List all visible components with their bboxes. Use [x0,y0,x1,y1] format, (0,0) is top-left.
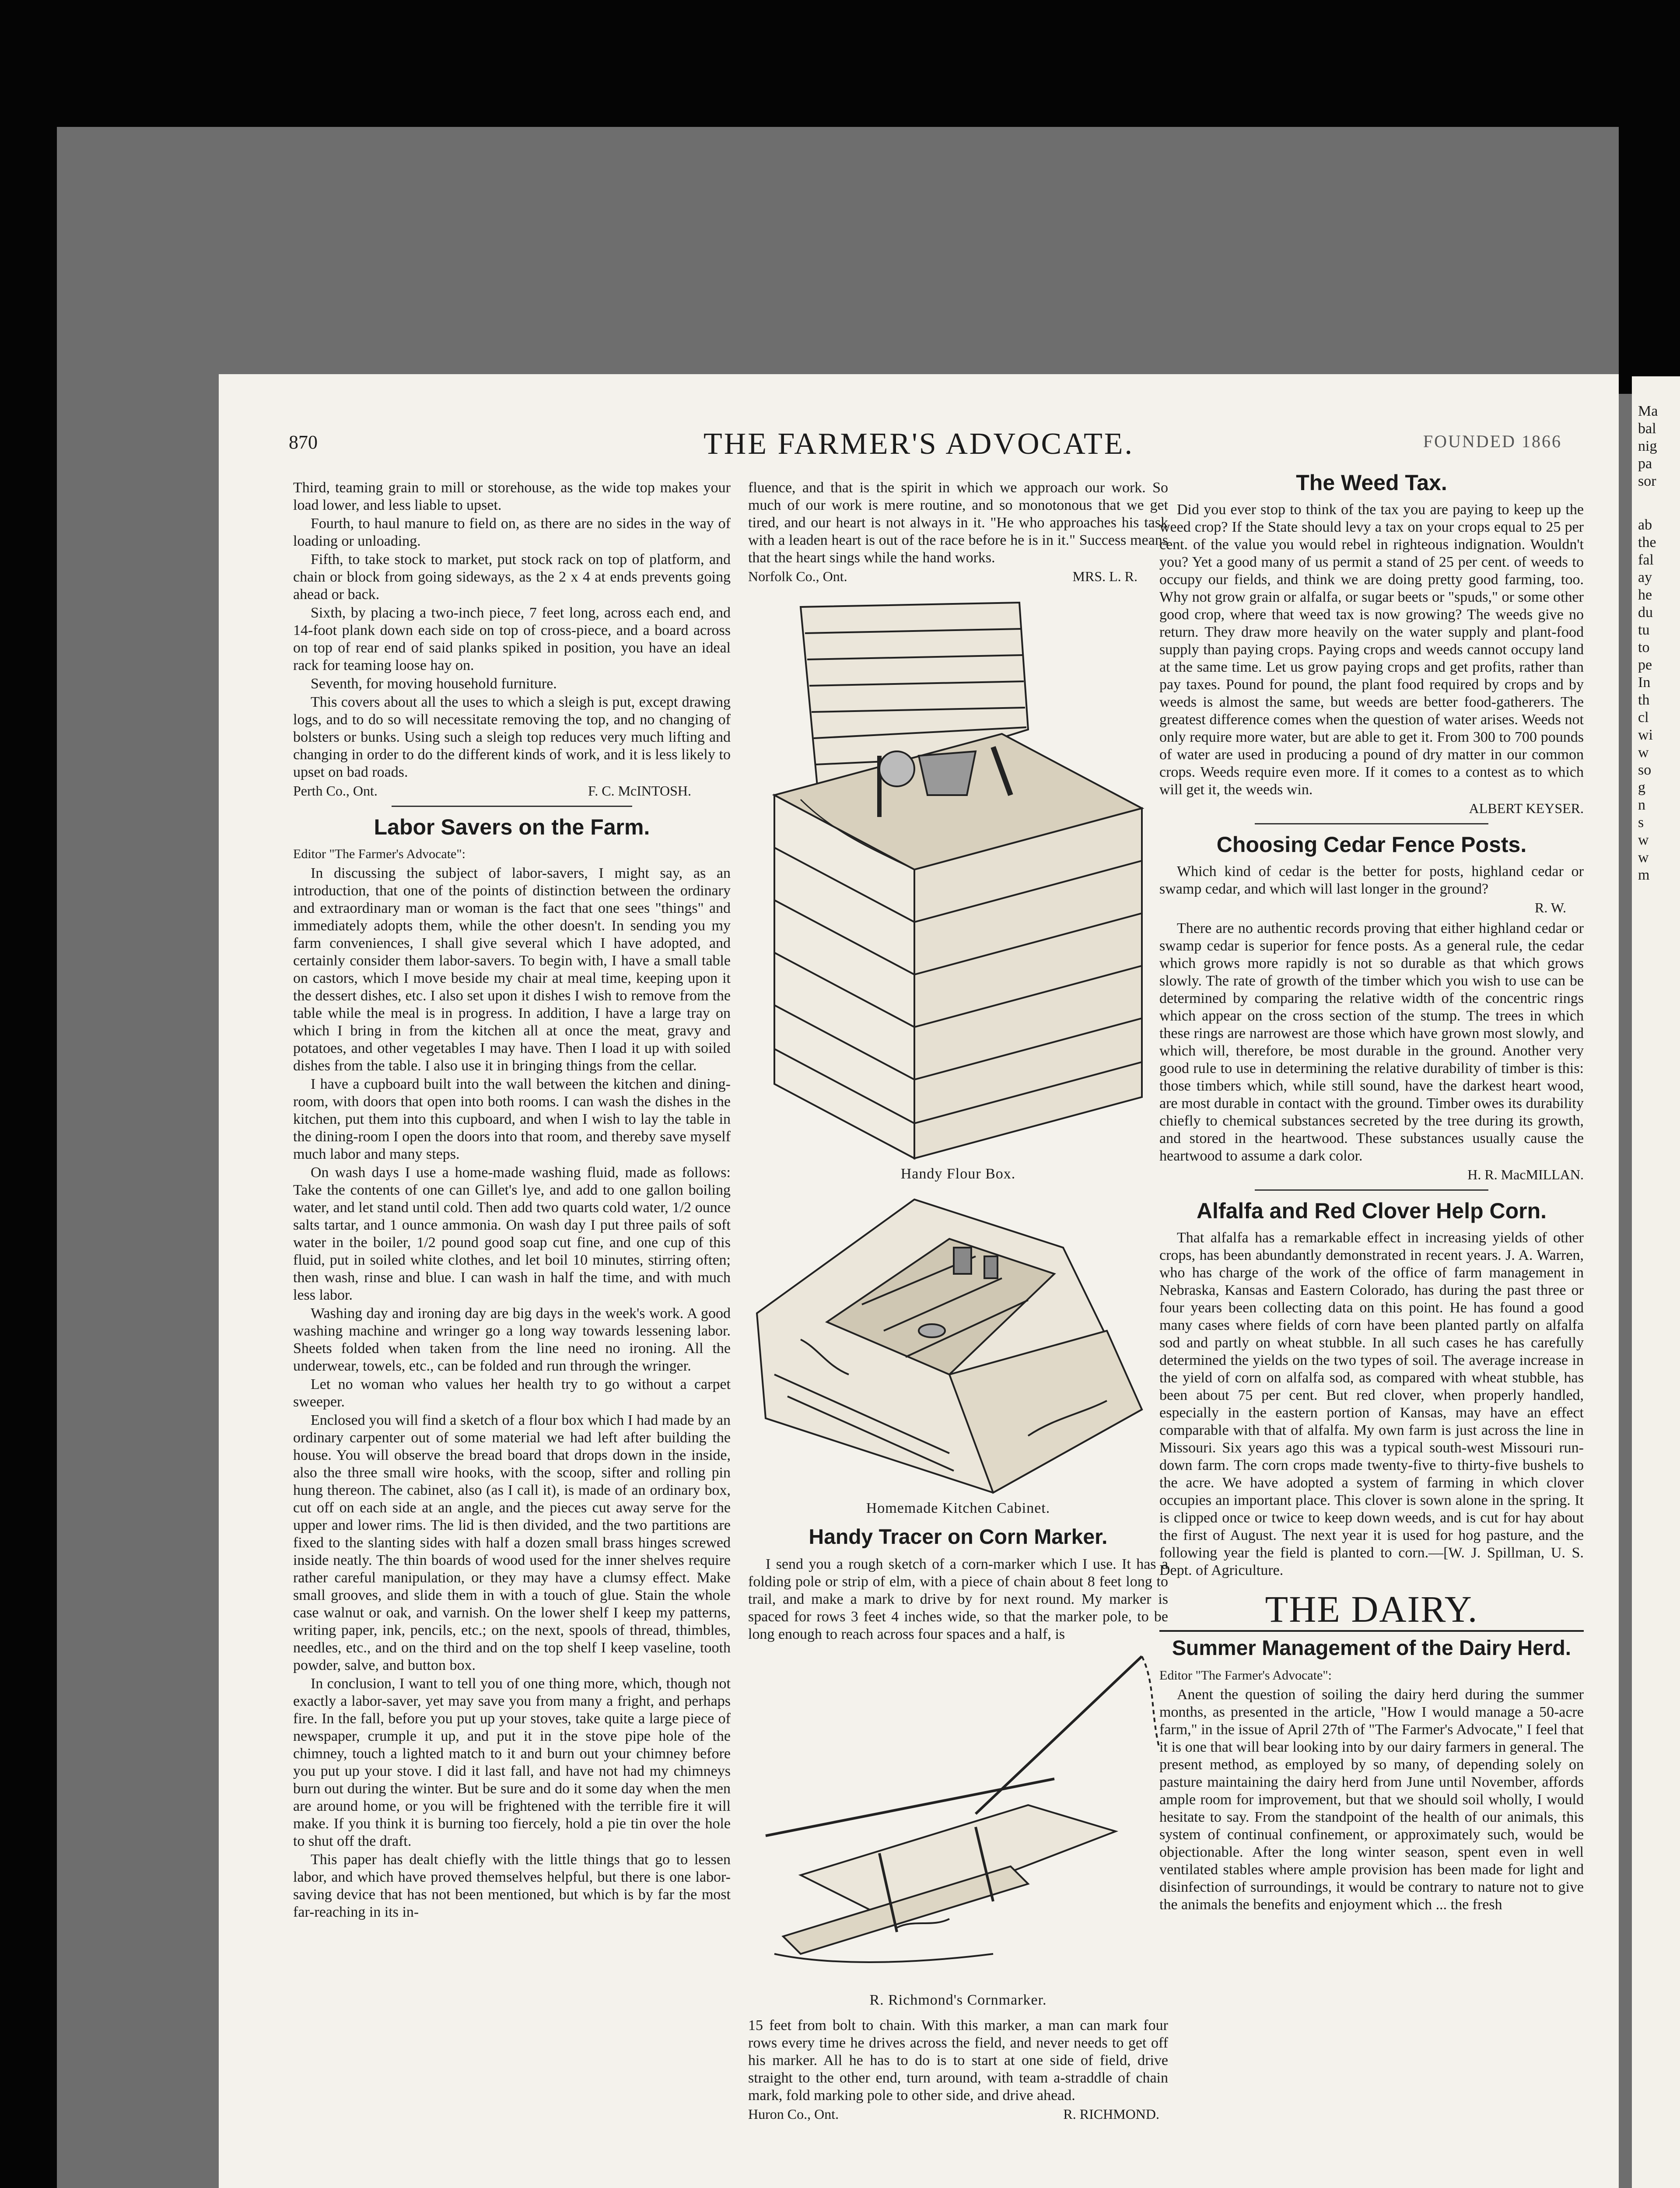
editor-salutation: Editor "The Farmer's Advocate": [293,847,466,861]
figure-kitchen-cabinet [748,1191,1168,1517]
margin-fragment: w [1638,832,1649,848]
paragraph: On wash days I use a home-made washing fluid, made as follows: Take the contents of one can Gillet's lye, and add to one gallon boiling water, and let stand until cold. Then add two quarts cold water, 1/2 ounce salts tartar, and 1 ounce ammonia. On wash day I put three pails of soft water in the boiler, 1/2 pound good soap cut fine, and one cup of this fluid, put in soiled white clothes, and let boil 10 minutes, stirring often; then wash, rinse and blue. I can wash in half the time, and with much less labor. [293,1164,731,1303]
intro-article-body [293,479,731,799]
location-text: Perth Co., Ont. [293,783,378,799]
paragraph: This covers about all the uses to which a sleigh is put, except drawing logs, and to do so will necessitate removing the top, and no changing of bolsters or bunks. Using such a sleigh top reduces very much lifting and changing in order to do the different kinds of work, and it is less likely to upset on bad roads. [293,694,731,780]
founded-line: FOUNDED 1866 [1423,431,1562,451]
margin-fragment: nig [1638,438,1657,454]
margin-fragment: w [1638,849,1649,866]
margin-fragment: ab [1638,517,1652,533]
margin-fragment: tu [1638,622,1650,638]
paragraph: Fourth, to haul manure to field on, as there are no sides in the way of loading or unloading. [293,515,731,549]
paragraph: Third, teaming grain to mill or storehouse, as the wide top makes your load lower, and less liable to upset. [293,480,731,513]
paragraph: In discussing the subject of labor-savers, I might say, as an introduction, that one of the points of distinction between the ordinary and extraordinary man or woman is the fact that one sees "things" and immediately adopts them, while the other doesn't. In sending you my farm conveniences, I shall give several which I have adopted, and certainly consider them labor-savers. To begin with, I have a small table on castors, which I move beside my chair at meal time, keeping upon it the dessert dishes, etc. I also set upon it dishes I wish to remove from the table while the meal is in progress. In addition, I have a large tray on which I bring in from the kitchen all at once the meat, gravy and potatoes, and other vegetables I may have. Then I load it up with soiled dishes from the table. I also use it in bringing things from the cellar. [293,865,731,1074]
margin-fragment: Ma [1638,403,1658,419]
paragraph: Washing day and ironing day are big days in the week's work. A good washing machine and wringer go a long way towards lessening labor. Sheets folded when taken from the line need no ironing. All the underwear, towels, etc., can be folded and run through the wringer. [293,1305,731,1374]
margin-fragment: m [1638,867,1650,883]
paragraph: I send you a rough sketch of a corn-marker which I use. It has a folding pole or strip of elm, with a piece of chain about 8 feet long to trail, and make a mark to drive by for next round. My marker is spaced for rows 3 feet 4 inches wide, so that the marker pole, to be long enough to reach across four spaces and a half, is [748,1556,1168,1642]
film-border-left [0,0,66,2188]
column-left [293,479,731,1922]
margin-fragment: he [1638,587,1652,603]
margin-fragment: pa [1638,456,1652,472]
author-signature: H. R. MacMILLAN. [1467,1167,1584,1182]
margin-fragment: so [1638,762,1652,778]
editor-salutation: Editor "The Farmer's Advocate": [1159,1668,1332,1683]
article-divider [1255,823,1488,824]
article-heading: Summer Management of the Dairy Herd. [1172,1637,1572,1660]
article-location [748,2105,1168,2123]
figure-caption: Handy Flour Box. [900,1166,1016,1182]
figure-caption: R. Richmond's Cornmarker. [869,1992,1047,2008]
paragraph: 15 feet from bolt to chain. With this marker, a man can mark four rows every time he drives across the field, and never needs to get off his marker. All he has to do is to start at one side of field, drive straight to the other end, turn around, with team a-straddle of chain mark, fold marking pole to other side, and drive ahead. [748,2017,1168,2104]
margin-fragment: ay [1638,569,1652,586]
margin-fragment: fal [1638,552,1654,568]
newspaper-page [219,374,1619,2188]
paragraph: Sixth, by placing a two-inch piece, 7 feet long, across each end, and 14-foot plank down each side on top of cross-piece, and a board across on top of rear end of said planks spiked in position, you have an ideal rack for teaming loose hay on. [293,605,731,673]
article-heading: Labor Savers on the Farm. [374,815,650,839]
margin-fragment: pe [1638,657,1652,673]
paragraph: There are no authentic records proving that either highland cedar or swamp cedar is superior for fence posts. As a general rule, the cedar which grows more rapidly is not so durable as that which grows slowly. The rate of growth of the timber which you wish to use can be determined by comparing the relative width of the concentric rings which appear on the cross section of the stump. The trees in which these rings are narrowest are those which have grown most slowly, and which will, therefore, be most durable in the ground. Another very good rule to use in determining the relative durability of timber is this: those timbers which, while still sound, have the darkest heart wood, are most durable in contact with the ground. Timber owes its durability chiefly to chemical substances secreted by the tree during its growth, and stored in the heartwood. These substances usually cause the heartwood to assume a dark color. [1159,920,1584,1164]
author-signature: F. C. McINTOSH. [588,783,691,799]
paragraph: Seventh, for moving household furniture. [311,676,557,692]
paragraph: Which kind of cedar is the better for posts, highland cedar or swamp cedar, and which will last longer in the ground? [1159,863,1584,897]
film-border-top [0,0,1680,131]
margin-fragment: th [1638,692,1650,708]
column-middle [748,479,1168,2123]
margin-fragment: the [1638,534,1656,551]
margin-fragment: du [1638,604,1653,621]
margin-fragment: w [1638,744,1649,761]
paragraph: Enclosed you will find a sketch of a flour box which I had made by an ordinary carpenter out of some material we had left after building the house. You will observe the bread board that drops down in the inside, also the three small wire hooks, with the scoop, sifter and rolling pin hung thereon. The cabinet, also (as I call it), is made of an ordinary box, cut off on each side at an angle, and the pieces cut away serve for the upper and lower rims. The lid is then divided, and the two partitions are fixed to the slanting sides with half a dozen small brass hinges screwed inside neatly. The thin boards of wood used for the inner shelves require rather careful manipulation, or they may have a clumsy effect. Make small grooves, and slide them in with a touch of glue. Stain the whole case walnut or oak, and varnish. On the lower shelf I keep my patterns, writing paper, ink, pencils, etc.; on the next, spools of thread, thimbles, needles, etc., and on the third and on the top shelf I keep vaseline, tooth powder, salve, and button box. [293,1412,731,1673]
margin-fragment: n [1638,797,1645,813]
paragraph: In conclusion, I want to tell you of one thing more, which, though not exactly a labor-saver, yet may save you from many a fright, and perhaps fire. In the fall, before you put up your stoves, take quite a large piece of newspaper, crumple it up, and put it in the stove pipe hole of the chimney, touch a lighted match to it and burn out your chimney before you put up your stove. I did it last fall, and have not had my chimneys burn out during the winter. But be sure and do it some day when the men are around home, or you will be frightened with the terrible fire it will make. If you think it is burning too fiercely, hold a pie tin over the hole to shut off the draft. [293,1676,731,1849]
paragraph: Fifth, to take stock to market, put stock rack on top of platform, and chain or block from going sideways, as the 2 x 4 at ends prevents going ahead or back. [293,551,731,603]
cornmarker-illustration [748,1648,1168,1989]
paragraph: This paper has dealt chiefly with the little things that go to lessen labor, and which have proved themselves helpful, but there is one labor-saving device that has not been mentioned, but which is by far the most far-reaching in its in- [293,1851,731,1920]
margin-fragment: In [1638,674,1651,691]
margin-fragment: to [1638,639,1650,656]
margin-fragment: wi [1638,727,1653,743]
paragraph: Anent the question of soiling the dairy herd during the summer months, as presented in the article, "How I would manage a 50-acre farm," in the issue of April 27th of "The Farmer's Advocate," I feel that it is one that will bear looking into by our dairy farmers in general. The present method, as employed by so many, of depending solely on pasture maintaining the dairy herd from June until November, affords ample room for improvement, but that we should soil wholly, I would hesitate to say. From the standpoint of the health of our animals, this system of continual confinement, or approximately such, would be objectionable. After the long winter season, spent even in well ventilated stables where ample provision has been made for light and disinfection of surroundings, it would be contrary to nature not to give the animals the benefits and enjoyment which ... the fresh [1159,1687,1584,1913]
author-signature: R. RICHMOND. [1063,2106,1159,2122]
margin-fragment: g [1638,779,1645,796]
article-heading: Choosing Cedar Fence Posts. [1216,832,1527,857]
margin-fragment: cl [1638,709,1649,726]
masthead-title: THE FARMER'S ADVOCATE. [703,427,1134,461]
author-signature: MRS. L. R. [1072,568,1138,584]
article-divider [1255,1189,1488,1191]
paragraph: fluence, and that is the spirit in which we approach our work. So much of our work is mere routine, and so monotonous that we get tired, and our heart is not always in it. "He who approaches his task with a leaden heart is out of the race before he is in it." Success means that the heart sings while the hand works. [748,480,1168,566]
article-location [293,782,731,799]
author-signature: ALBERT KEYSER. [1469,800,1584,816]
margin-fragment: sor [1638,473,1656,489]
film-border-right [1619,88,1680,394]
article-heading: The Weed Tax. [1296,470,1447,495]
location-text: Norfolk Co., Ont. [748,568,847,584]
paragraph: I have a cupboard built into the wall between the kitchen and dining-room, with doors that open into both rooms. I can wash the dishes in the kitchen, put them into this cupboard, and when I wish to lay the table in the dining-room I open the doors into that room, and thereby save myself much labor and many steps. [293,1076,731,1162]
column-right [1159,470,1584,1914]
page-number: 870 [289,431,318,453]
flour-box-illustration [748,589,1168,1163]
page-header [219,427,1619,470]
question-signature: R. W. [1534,900,1566,915]
article-heading: Alfalfa and Red Clover Help Corn. [1196,1199,1547,1223]
location-text: Huron Co., Ont. [748,2106,839,2122]
article-location [748,568,1168,585]
paragraph: That alfalfa has a remarkable effect in increasing yields of other crops, has been abundantly demonstrated in recent years. J. A. Warren, who has charge of the work of the office of farm management in Nebraska, Kansas and Eastern Colorado, has during the past three or four years been collecting data on this point. He has found a good many cases where fields of corn have been planted partly on alfalfa sod and partly on wheat stubble. In all such cases he has carefully determined the yields on the two types of soil. The average increase in the yield of corn on alfalfa sod, as compared with wheat stubble, has been about 75 per cent. But red clover, when properly handled, especially in the eastern portion of Kansas, may have an effect comparable with that of alfalfa. My own farm is just across the line in Missouri. Six years ago this was a typical south-west Missouri run-down farm. The corn crops made twenty-five to thirty-five bushels to the acre. We have adopted a system of farming in which clover occupies an important place. This clover is sown alone in the spring. It is clipped once or twice to keep down weeds, and is cut for hay about the first of August. The next year it is used for hog pasture, and the following year the field is planted to corn.—[W. J. Spillman, U. S. Dept. of Agriculture. [1159,1230,1584,1578]
kitchen-cabinet-illustration [748,1191,1168,1497]
figure-caption: Homemade Kitchen Cabinet. [866,1500,1050,1516]
article-divider [392,806,632,807]
section-title-dairy: THE DAIRY. [1159,1588,1584,1632]
article-heading: Handy Tracer on Corn Marker. [808,1525,1108,1549]
adjacent-page-margin [1632,376,1680,2188]
figure-flour-box [748,589,1168,1183]
paragraph: Did you ever stop to think of the tax you are paying to keep up the weed crop? If the State should levy a tax on your crops equal to 25 per cent. of the value you would rebel in righteous indignation. Wouldn't you? Yet a good many of us permit a stand of 25 per cent. of weeds to occupy our fields, and think we are doing pretty good farming, too. Why not grow grain or alfalfa, or sugar beets or "spuds," or some other good crop, where that weed tax is now growing? The weeds give no return. They draw more heavily on the water supply and plant-food supply than paying crops. Paying crops and weeds cannot occupy land at the same time. Let us grow paying crops and get profits, rather than pay taxes. Pound for pound, the plant food required by crops and by weeds is almost the same, but weeds are better food-gatherers. The greatest difference comes when the question of water arises. Weeds not only require more water, but are able to get it. From 300 to 700 pounds of water are used in producing a pound of dry matter in our common crops. Weeds require even more. If it comes to a contest as to which will get it, the weeds win. [1159,501,1584,798]
margin-fragment: s [1638,814,1644,831]
paragraph: Let no woman who values her health try to go without a carpet sweeper. [293,1376,731,1410]
margin-fragment: bal [1638,421,1656,437]
figure-cornmarker [748,1648,1168,2009]
